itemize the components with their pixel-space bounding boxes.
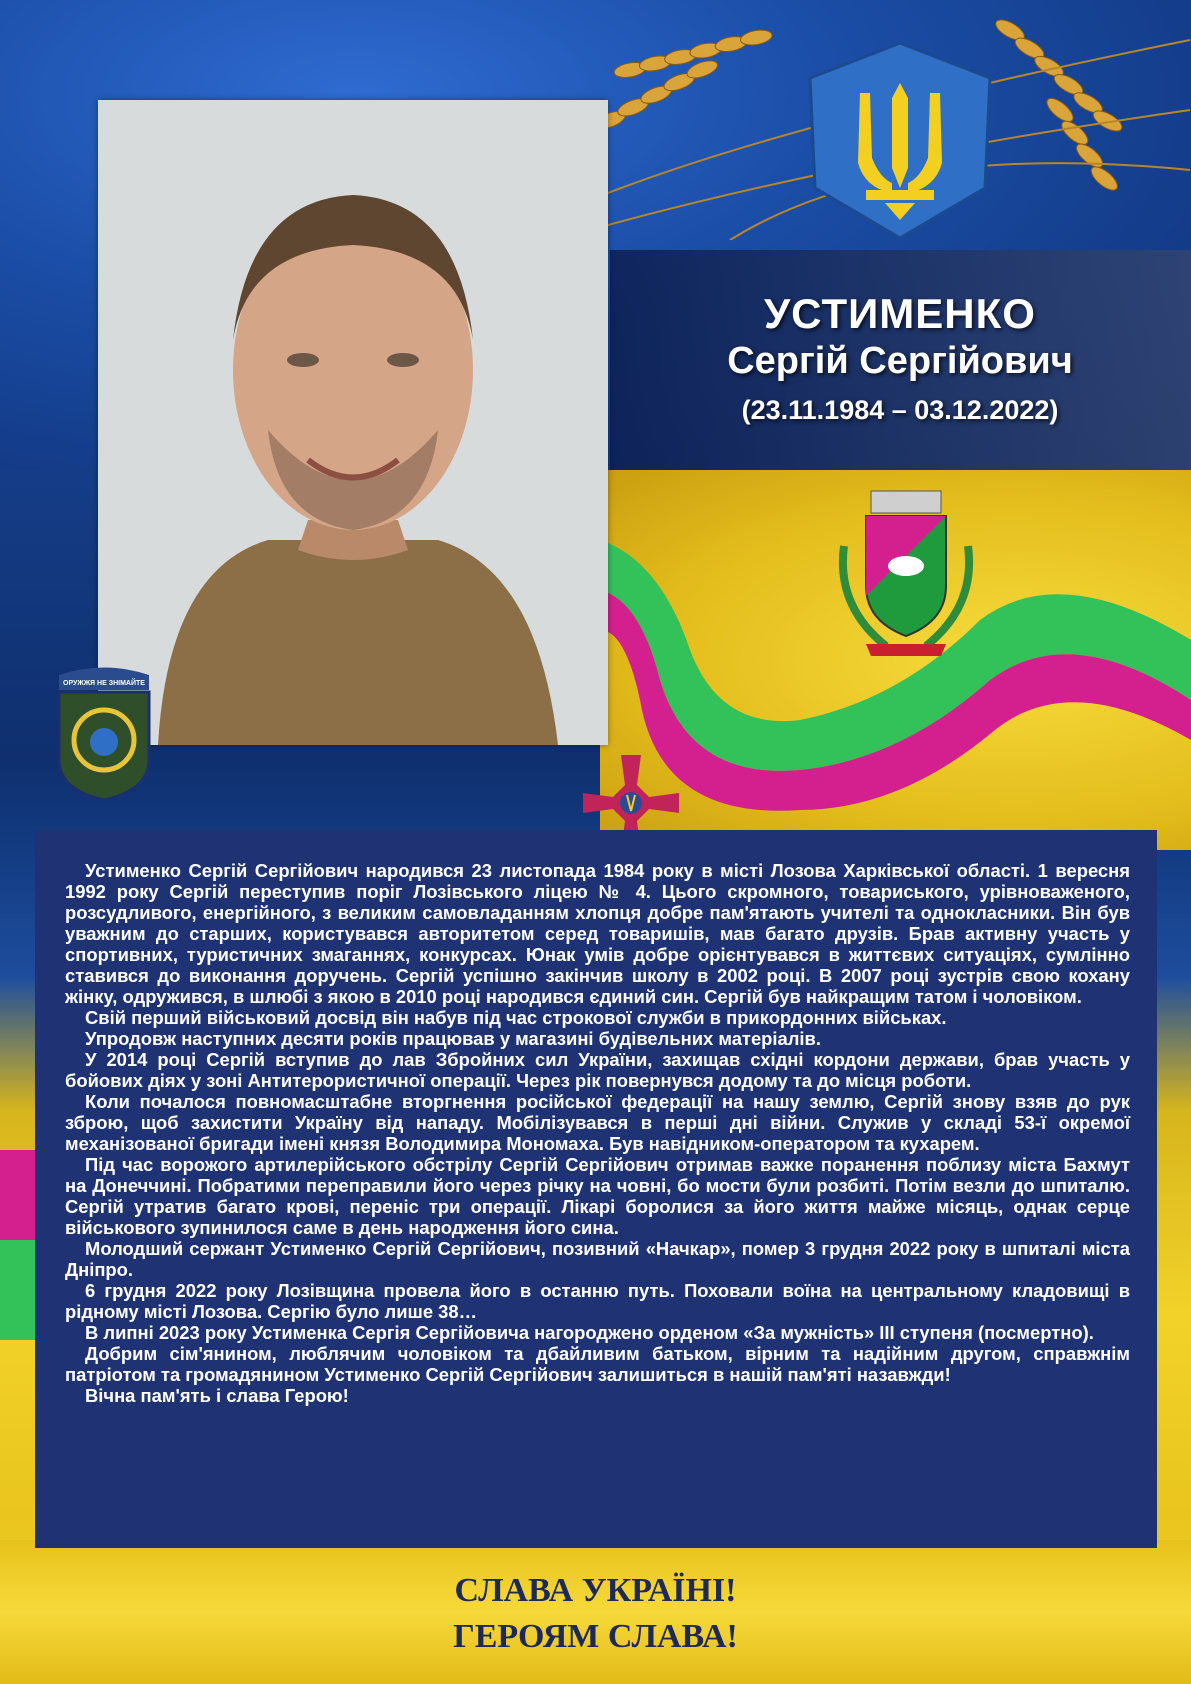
first-name-patronymic: Сергій Сергійович [727,340,1073,382]
left-ribbon-decoration [0,1150,36,1430]
biography-text [65,860,1130,1406]
trident-icon [800,38,1000,243]
bio-paragraph: Устименко Сергій Сергійович народився 23 листопада 1984 року в місті Лозова Харківської області. 1 вересня 1992 року Сергій переступив поріг Лозівського ліцею № 4. Цього скромного, товариського, урівноваженого, розсудливого, енергійного, з великим самовладанням хлопця добре пам'ятають учителі та однокласники. Він був уважним до старших, користувався авторитетом серед товаришів, мав багато друзів. Брав активну участь у спортивних, туристичних змаганнях, конкурсах. Юнак умів добре орієнтувався в життєвих ситуаціях, сумлінно ставився до виконання доручень. Сергій успішно закінчив школу в 2002 році. В 2007 році зустрів свою кохану жінку, одружився, в шлюбі з якою в 2010 році народився єдиний син. Сергій був найкращим татом і чоловіком. [65,860,1130,1007]
bio-paragraph: Добрим сім'янином, люблячим чоловіком та дбайливим батьком, вірним та надійним другом, справжнім патріотом та громадянином Устименко Сергій Сергійович залишиться в нашій пам'яті назавжди! [65,1343,1130,1385]
bio-paragraph: 6 грудня 2022 року Лозівщина провела його в останню путь. Поховали воїна на центральному кладовищі в рідному місті Лозова. Сергію було лише 38… [65,1280,1130,1322]
bio-paragraph: Вічна пам'ять і слава Герою! [85,1385,349,1406]
life-dates: (23.11.1984 – 03.12.2022) [741,395,1059,425]
portrait-image [98,100,608,745]
name-block [640,290,1160,426]
slogan [0,1568,1191,1660]
unit-badge [54,660,154,800]
bio-paragraph: Під час ворожого артилерійського обстрілу Сергій Сергійович отримав важке поранення поблизу міста Бахмут на Донеччині. Побратими переправили його через річку на човні, бо мости були розбиті. Потім везли до шпиталю. Сергій утратив багато крові, переніс три операції. Лікарі боролися за його життя майже місяць, однак серце військового зупинилося саме в день народження його сина. [65,1154,1130,1238]
bio-paragraph: Коли почалося повномасштабне вторгнення російської федерації на нашу землю, Сергій знову взяв до рук зброю, щоб захистити Україну від нападу. Мобілізувався в перші дні війни. Служив у складі 53-ї окремої механізованої бригади імені князя Володимира Мономаха. Був навідником-оператором та кухарем. [65,1091,1130,1154]
bio-paragraph: У 2014 році Сергій вступив до лав Збройних сил України, захищав східні кордони держави, брав участь у бойових діях у зоні Антитерористичної операції. Через рік повернувся додому та до місця роботи. [65,1049,1130,1091]
slogan-line-1: СЛАВА УКРАЇНІ! [454,1572,737,1609]
unit-badge-text: ОРУЖЖЯ НЕ ЗНІМАЙТЕ [63,680,145,687]
lozova-coat-of-arms-icon [826,486,986,661]
bio-paragraph: Упродовж наступних десяти років працював у магазині будівельних матеріалів. [85,1028,821,1049]
bio-paragraph: Свій перший військовий досвід він набув під час строкової служби в прикордонних військах. [85,1007,947,1028]
portrait-photo [98,100,608,745]
surname: УСТИМЕНКО [764,290,1036,337]
bio-paragraph: В липні 2023 року Устименка Сергія Сергійовича нагороджено орденом «За мужність» ІІІ ступеня (посмертно). [85,1322,1094,1343]
bio-paragraph: Молодший сержант Устименко Сергій Сергійович, позивний «Начкар», помер 3 грудня 2022 року в шпиталі міста Дніпро. [65,1238,1130,1280]
slogan-line-2: ГЕРОЯМ СЛАВА! [453,1618,738,1655]
